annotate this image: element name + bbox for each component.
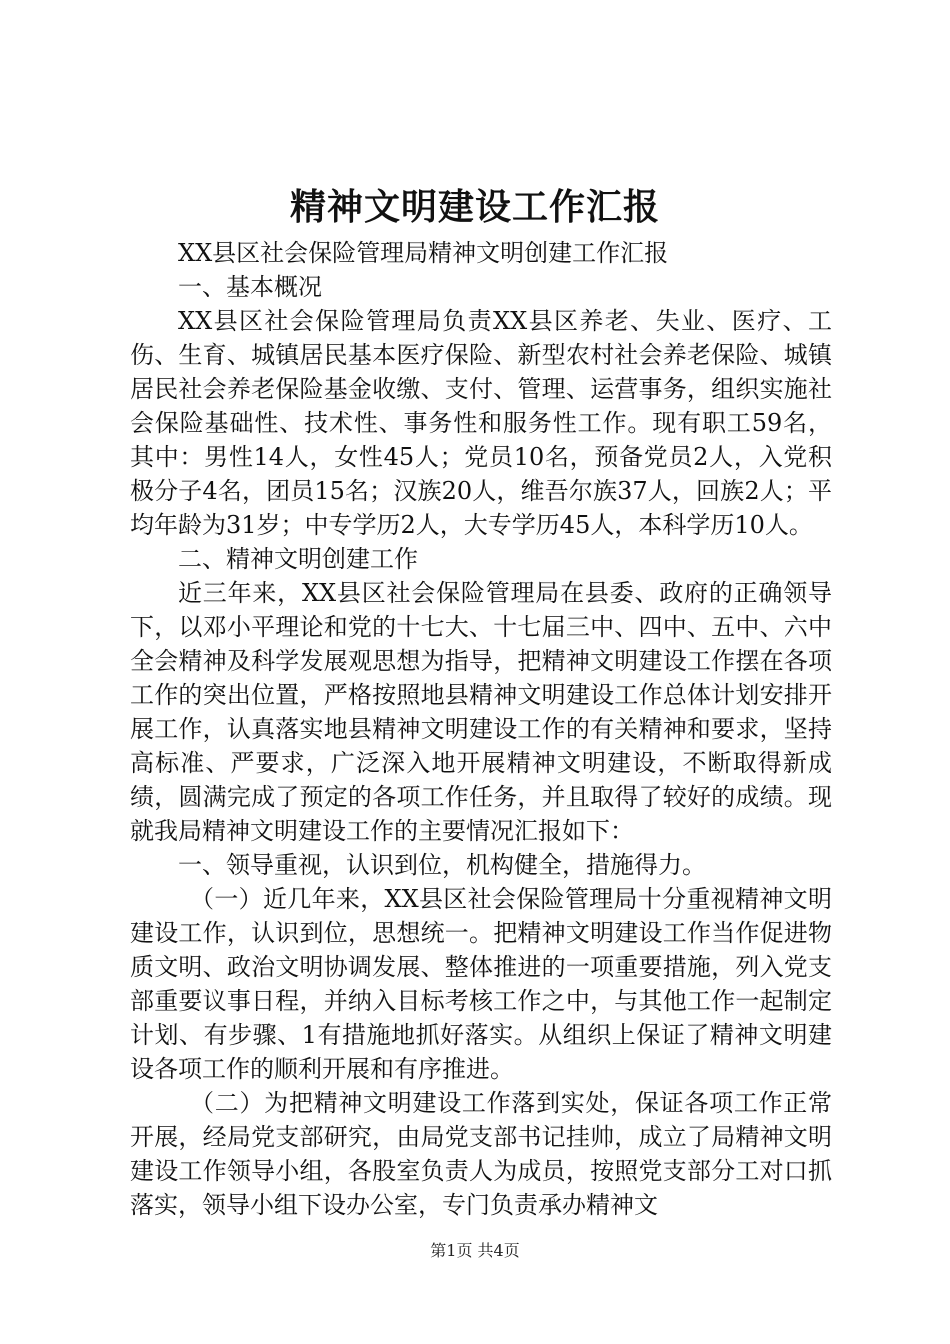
paragraph-subtitle: XX县区社会保险管理局精神文明创建工作汇报 bbox=[178, 239, 669, 267]
paragraph-heading-leadership: 一、领导重视，认识到位，机构健全，措施得力。 bbox=[178, 851, 706, 879]
paragraph-heading-civilization-work: 二、精神文明创建工作 bbox=[178, 545, 418, 573]
paragraph-heading-basic-overview: 一、基本概况 bbox=[178, 273, 322, 301]
document-body bbox=[130, 236, 832, 1222]
paragraph-civilization-work: 近三年来，XX县区社会保险管理局在县委、政府的正确领导下，以邓小平理论和党的十七大、十七届三中、四中、五中、六中全会精神及科学发展观思想为指导，把精神文明建设工作摆在各项工作的突出位置，严格按照地县精神文明建设工作总体计划安排开展工作，认真落实地县精神文明建设工作的有关精神和要求，坚持高标准、严要求，广泛深入地开展精神文明建设，不断取得新成绩，圆满完成了预定的各项工作任务，并且取得了较好的成绩。现就我局精神文明建设工作的主要情况汇报如下： bbox=[130, 579, 832, 845]
document-title: 精神文明建设工作汇报 bbox=[289, 186, 660, 228]
paragraph-item-2: （二）为把精神文明建设工作落到实处，保证各项工作正常开展，经局党支部研究，由局党支部书记挂帅，成立了局精神文明建设工作领导小组，各股室负责人为成员，按照党支部分工对口抓落实，领导小组下设办公室，专门负责承办精神文 bbox=[130, 1089, 832, 1219]
paragraph-item-1: （一）近几年来，XX县区社会保险管理局十分重视精神文明建设工作，认识到位，思想统一。把精神文明建设工作当作促进物质文明、政治文明协调发展、整体推进的一项重要措施，列入党支部重要议事日程，并纳入目标考核工作之中，与其他工作一起制定计划、有步骤、1有措施地抓好落实。从组织上保证了精神文明建设各项工作的顺利开展和有序推进。 bbox=[130, 885, 832, 1083]
paragraph-basic-overview: XX县区社会保险管理局负责XX县区养老、失业、医疗、工伤、生育、城镇居民基本医疗保险、新型农村社会养老保险、城镇居民社会养老保险基金收缴、支付、管理、运营事务，组织实施社会保险基础性、技术性、事务性和服务性工作。现有职工59名，其中：男性14人，女性45人；党员10名，预备党员2人，入党积极分子4名，团员15名；汉族20人，维吾尔族37人，回族2人；平均年龄为31岁；中专学历2人，大专学历45人，本科学历10人。 bbox=[130, 307, 832, 539]
page-number-footer: 第1页 共4页 bbox=[430, 1241, 520, 1260]
